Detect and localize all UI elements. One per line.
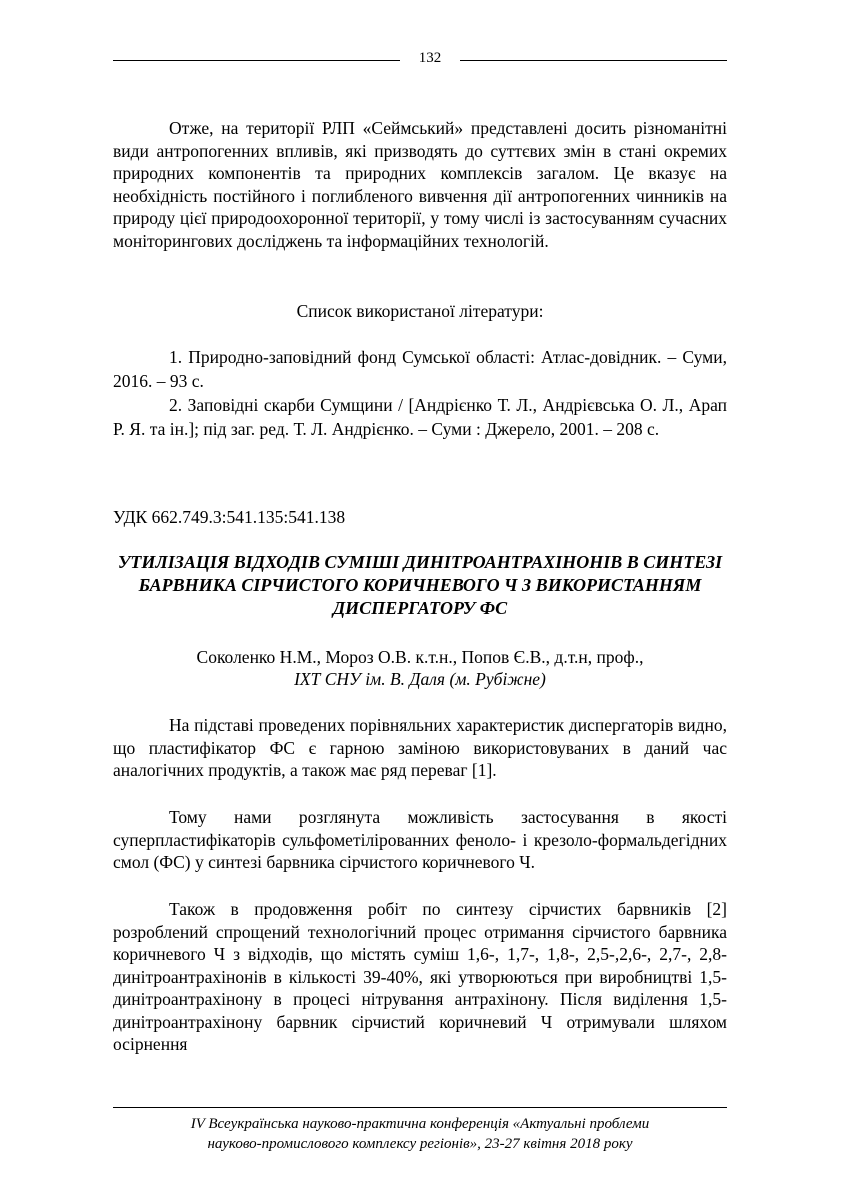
reference-item: 1. Природно-заповідний фонд Сумської області: Атлас-довідник. – Суми, 2016. – 93 с. bbox=[113, 347, 727, 391]
affiliation-line: ІХТ СНУ ім. В. Даля (м. Рубіжне) bbox=[294, 669, 546, 689]
article-title: УТИЛІЗАЦІЯ ВІДХОДІВ СУМІШІ ДИНІТРОАНТРАХІНОНІВ В СИНТЕЗІ БАРВНИКА СІРЧИСТОГО КОРИЧНЕВОГО Ч З ВИКОРИСТАННЯМ ДИСПЕРГАТОРУ ФС bbox=[117, 552, 723, 618]
body-paragraph: Також в продовження робіт по синтезу сірчистих барвників [2] розроблений спрощений технологічний процес отримання сірчистого барвника коричневого Ч з відходів, що містять суміш 1,6-, 1,7-, 1,8-, 2,5-,2,6-, 2,7-, 2,8-динітроантрахінонів в кількості 39-40%, які утворюються при виробництві 1,5-динітроантрахінону в процесі нітрування антрахінону. Після виділення 1,5-динітроантрахінону барвник сірчистий коричневий Ч отримували шляхом осірнення bbox=[113, 899, 727, 1054]
references-heading: Список використаної літератури: bbox=[296, 301, 544, 321]
reference-item: 2. Заповідні скарби Сумщини / [Андрієнко Т. Л., Андрієвська О. Л., Арап Р. Я. та ін.]; під заг. ред. Т. Л. Андрієнко. – Суми : Джерело, 2001. – 208 с. bbox=[113, 395, 727, 439]
body-paragraph: Тому нами розглянута можливість застосування в якості суперпластифікаторів сульфометілірованних феноло- і крезоло-формальдегідних смол (ФС) у синтезі барвника сірчистого коричневого Ч. bbox=[113, 807, 727, 872]
footer-rule bbox=[113, 1107, 727, 1108]
page-number: 132 bbox=[400, 50, 460, 67]
footer-line: IV Всеукраїнська науково-практична конференція «Актуальні проблеми bbox=[190, 1116, 650, 1132]
authors-line: Соколенко Н.М., Мороз О.В. к.т.н., Попов Є.В., д.т.н, проф., bbox=[196, 647, 644, 667]
udk-code: УДК 662.749.3:541.135:541.138 bbox=[113, 507, 346, 527]
footer-line: науково-промислового комплексу регіонів», 23-27 квітня 2018 року bbox=[207, 1136, 633, 1152]
body-paragraph: Отже, на території РЛП «Сеймський» представлені досить різноманітні види антропогенних впливів, які призводять до суттєвих змін в стані окремих природних компонентів та природних комплексів загалом. Це вказує на необхідність постійного і поглибленого вивчення дії антропогенних чинників на природу цієї природоохоронної території, у тому числі із застосуванням сучасних моніторингових досліджень та інформаційних технологій. bbox=[113, 118, 727, 251]
article-authors bbox=[113, 646, 727, 690]
body-paragraph: На підставі проведених порівняльних характеристик диспергаторів видно, що пластифікатор ФС є гарною заміною використовуваних в даний час аналогічних продуктів, а також має ряд переваг [1]. bbox=[113, 715, 727, 780]
conference-footer bbox=[113, 1114, 727, 1154]
